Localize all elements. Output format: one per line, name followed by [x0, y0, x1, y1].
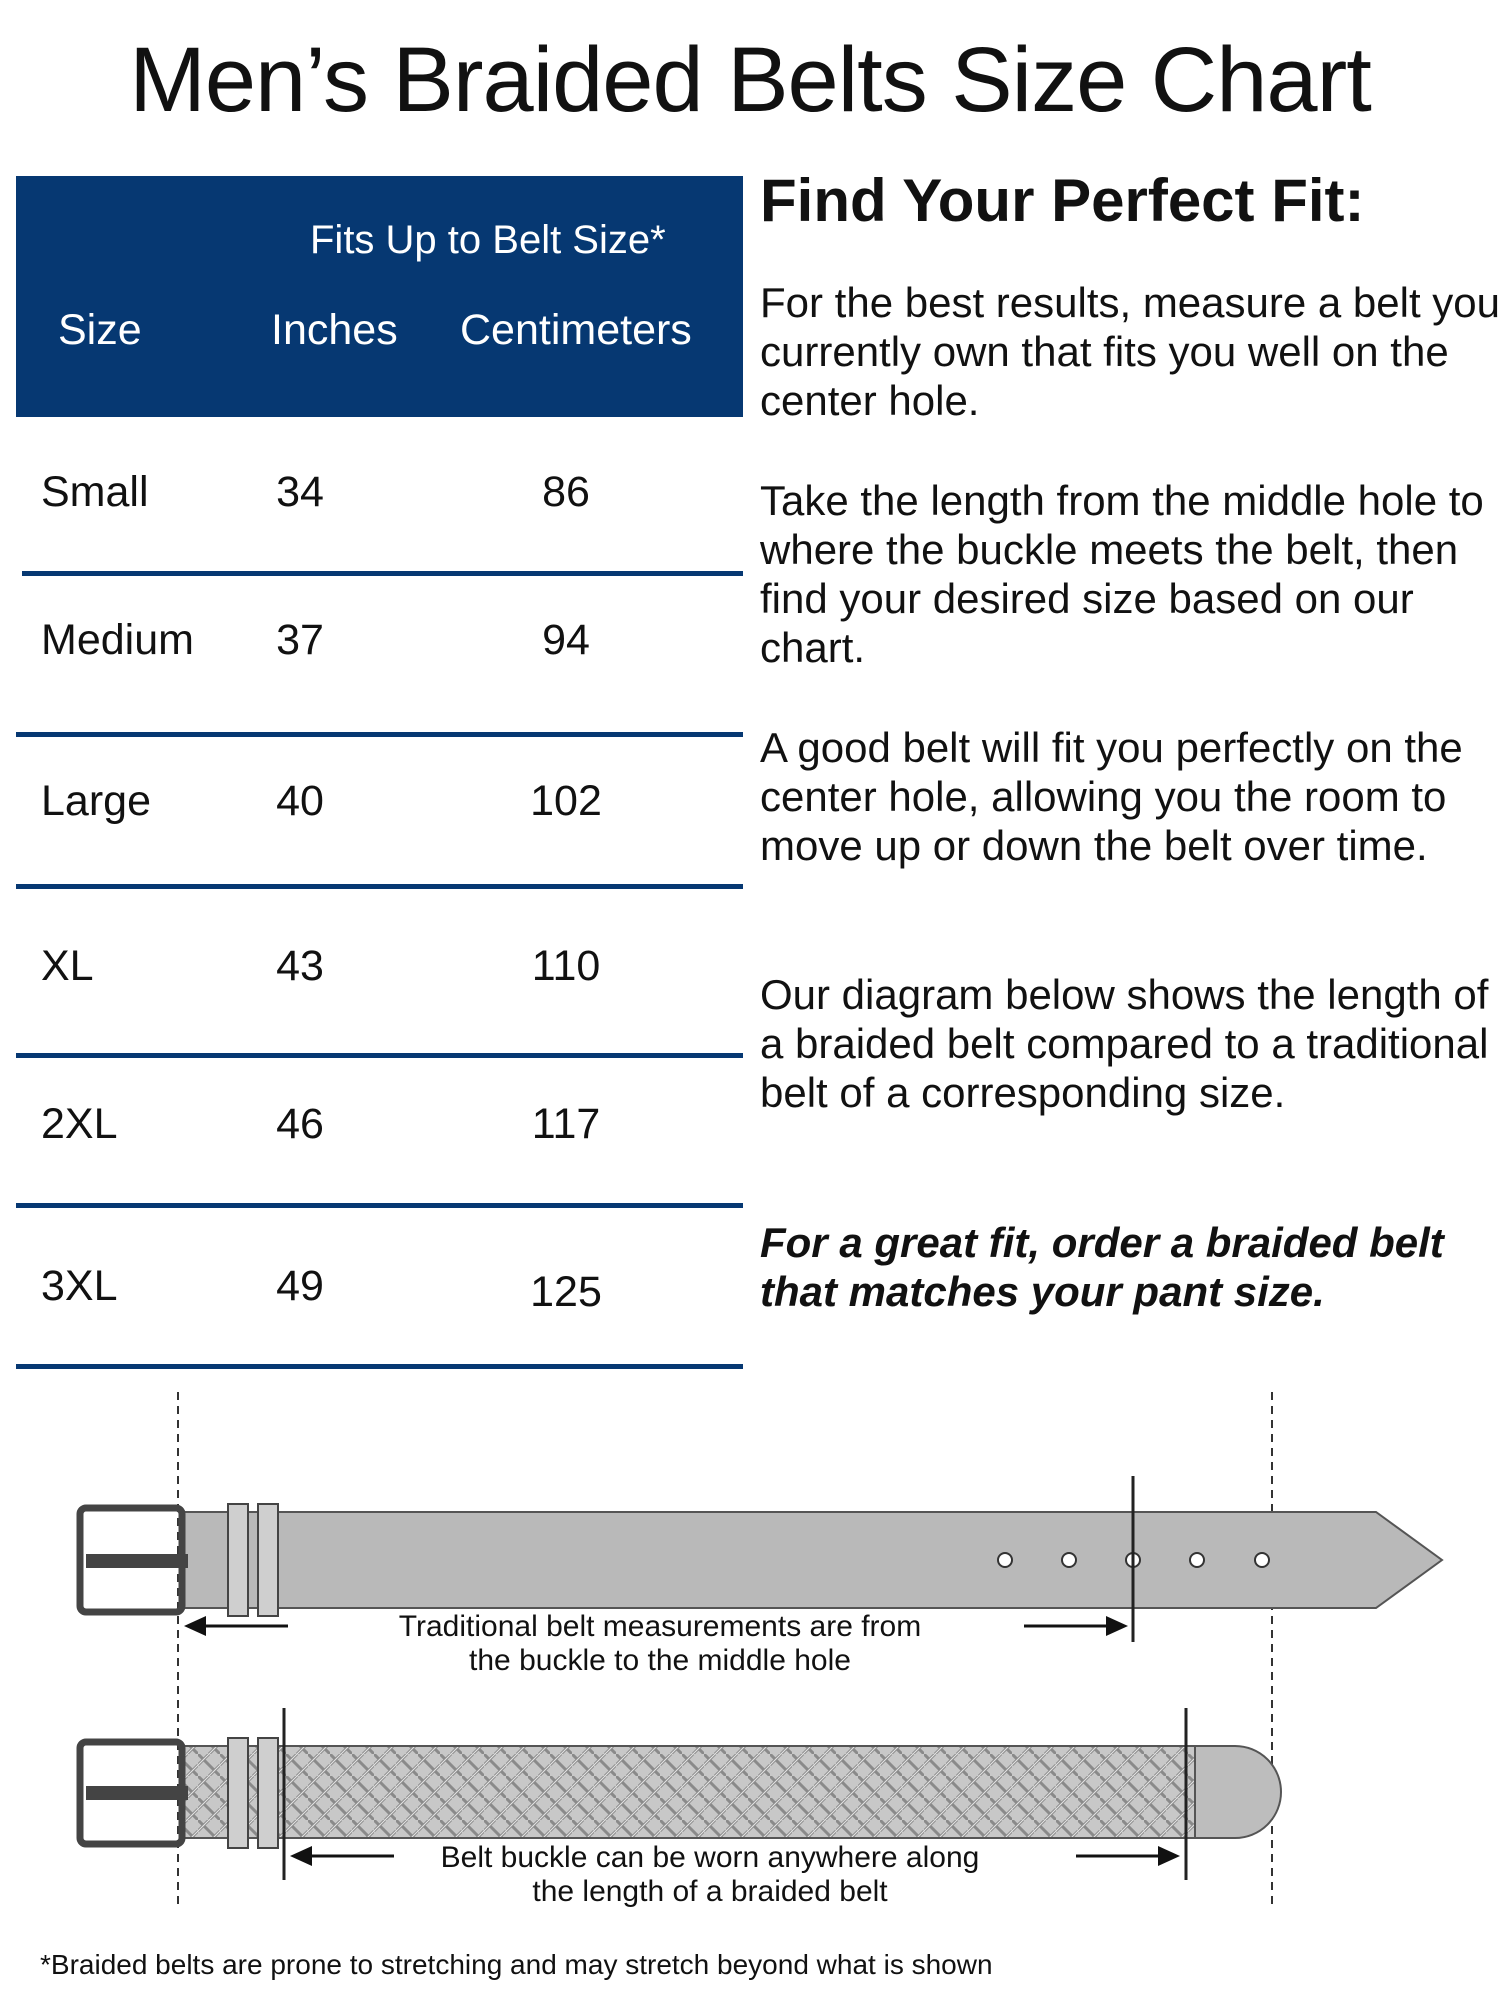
- centimeters-column-header: Centimeters: [460, 306, 692, 354]
- traditional-belt-caption: [340, 1610, 980, 1678]
- right-arrow-icon: [1076, 1846, 1180, 1866]
- braided-caption-line-1: Belt buckle can be worn anywhere along: [440, 1841, 980, 1874]
- cm-cell: 94: [542, 616, 590, 664]
- cm-cell: 125: [530, 1268, 602, 1316]
- fit-paragraph-1: For the best results, measure a belt you currently own that fits you well on the center hole.: [760, 279, 1500, 424]
- fit-callout: For a great fit, order a braided belt that matches your pant size.: [760, 1219, 1444, 1315]
- inches-cell: 49: [276, 1262, 324, 1310]
- page-title: Men’s Braided Belts Size Chart: [129, 29, 1371, 131]
- row-divider: [16, 1203, 743, 1208]
- cm-cell: 110: [531, 942, 601, 990]
- fit-heading: Find Your Perfect Fit:: [760, 167, 1365, 234]
- belt-size-group-header: Fits Up to Belt Size*: [310, 218, 666, 262]
- row-divider: [16, 1364, 743, 1369]
- size-cell: 3XL: [41, 1262, 118, 1310]
- fit-paragraph-3: A good belt will fit you perfectly on the center hole, allowing you the room to move up or down the belt over time.: [760, 724, 1463, 869]
- inches-cell: 34: [276, 468, 324, 516]
- row-divider: [16, 884, 743, 889]
- right-arrow-icon: [1024, 1616, 1128, 1636]
- braided-belt-caption: [380, 1841, 1040, 1909]
- row-divider: [16, 1053, 743, 1058]
- cm-cell: 86: [542, 468, 590, 516]
- size-cell: Large: [41, 777, 151, 825]
- inches-cell: 40: [276, 777, 324, 825]
- inches-cell: 46: [276, 1100, 324, 1148]
- inches-cell: 43: [276, 942, 324, 990]
- inches-column-header: Inches: [271, 306, 398, 354]
- left-arrow-icon: [290, 1846, 394, 1866]
- footnote: *Braided belts are prone to stretching and may stretch beyond what is shown: [40, 1949, 993, 1980]
- size-cell: XL: [41, 942, 94, 990]
- row-divider: [22, 571, 743, 576]
- size-column-header: Size: [58, 306, 142, 354]
- fit-paragraph-4: Our diagram below shows the length of a braided belt compared to a traditional belt of a corresponding size.: [760, 971, 1489, 1116]
- cm-cell: 117: [531, 1100, 601, 1148]
- belt-diagram: [0, 1380, 1500, 1920]
- left-arrow-icon: [184, 1616, 288, 1636]
- row-divider: [16, 732, 743, 737]
- braided-caption-line-2: the length of a braided belt: [532, 1875, 888, 1908]
- size-cell: Medium: [41, 616, 194, 664]
- size-cell: 2XL: [41, 1100, 118, 1148]
- cm-cell: 102: [530, 777, 602, 825]
- inches-cell: 37: [276, 616, 324, 664]
- size-cell: Small: [41, 468, 149, 516]
- size-table-header: [16, 176, 743, 417]
- fit-paragraph-2: Take the length from the middle hole to where the buckle meets the belt, then find your desired size based on our chart.: [760, 477, 1484, 671]
- traditional-caption-line-2: the buckle to the middle hole: [469, 1644, 851, 1677]
- traditional-caption-line-1: Traditional belt measurements are from: [398, 1610, 922, 1643]
